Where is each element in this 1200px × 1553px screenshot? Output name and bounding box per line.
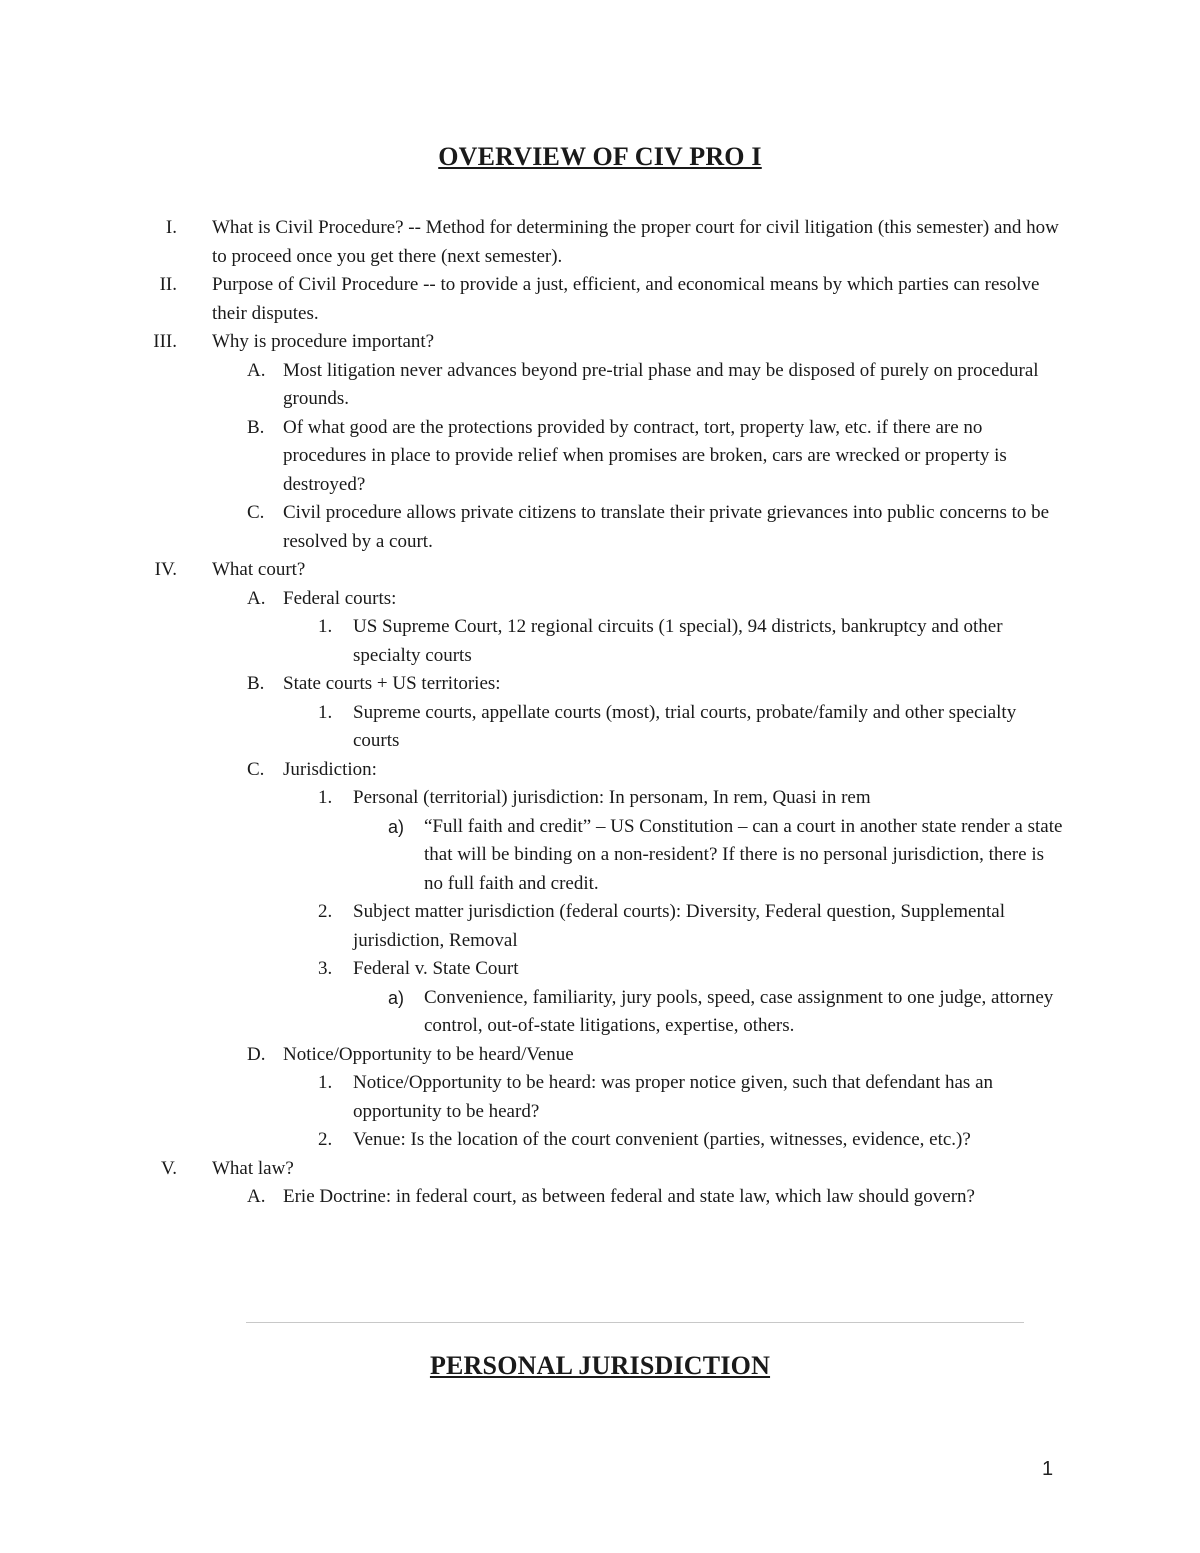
outline-text: What court? xyxy=(212,559,306,580)
outline-text: What is Civil Procedure? -- Method for determining the proper court for civil litigation (this semester) and how to proceed once you get there (next semester). xyxy=(212,217,1059,267)
outline-text: State courts + US territories: xyxy=(283,673,501,694)
outline-text: Notice/Opportunity to be heard: was proper notice given, such that defendant has an opportunity to be heard? xyxy=(353,1072,993,1122)
outline-item-level-3 xyxy=(0,784,1200,813)
outline-marker: D. xyxy=(247,1043,266,1065)
section-divider xyxy=(246,1322,1024,1323)
outline-marker: I. xyxy=(165,217,177,238)
outline-marker: 3. xyxy=(318,958,333,979)
outline-text: Supreme courts, appellate courts (most), trial courts, probate/family and other specialty courts xyxy=(353,701,1017,751)
outline-item-level-1 xyxy=(0,271,1200,328)
outline-marker: B. xyxy=(247,673,265,694)
outline-item-level-4 xyxy=(0,984,1200,1041)
outline-item-level-2 xyxy=(0,414,1200,500)
outline-item-level-2 xyxy=(0,670,1200,699)
outline-text: Subject matter jurisdiction (federal courts): Diversity, Federal question, Supplemental jurisdiction, Removal xyxy=(353,901,1005,951)
outline-text: “Full faith and credit” – US Constitution – can a court in another state render a state that will be binding on a non-resident? If there is no personal jurisdiction, there is no full faith and credit. xyxy=(424,815,1063,894)
outline-marker: A. xyxy=(247,587,266,609)
outline-text: What law? xyxy=(212,1157,294,1179)
outline-marker: V. xyxy=(160,1157,177,1179)
outline-text: US Supreme Court, 12 regional circuits (1 special), 94 districts, bankruptcy and other specialty courts xyxy=(353,616,1003,666)
outline-text: Federal v. State Court xyxy=(353,958,519,979)
outline-item-level-1 xyxy=(0,1155,1200,1184)
outline-text: Convenience, familiarity, jury pools, speed, case assignment to one judge, attorney control, out-of-state litigations, expertise, others. xyxy=(424,986,1054,1036)
outline-text: Notice/Opportunity to be heard/Venue xyxy=(283,1043,574,1065)
outline-marker: 2. xyxy=(318,901,333,922)
outline-marker: III. xyxy=(153,331,177,352)
outline-marker: IV. xyxy=(154,559,177,580)
outline-marker: C. xyxy=(247,502,265,523)
outline-text: Most litigation never advances beyond pre-trial phase and may be disposed of purely on procedural grounds. xyxy=(283,359,1039,409)
outline-marker: C. xyxy=(247,758,265,780)
outline-item-level-2 xyxy=(0,1183,1200,1212)
outline-text: Federal courts: xyxy=(283,587,397,609)
outline-text: Erie Doctrine: in federal court, as between federal and state law, which law should govern? xyxy=(283,1186,975,1207)
outline-item-level-2 xyxy=(0,499,1200,556)
outline-text: Purpose of Civil Procedure -- to provide a just, efficient, and economical means by which parties can resolve their disputes. xyxy=(212,274,1040,324)
outline-item-level-1 xyxy=(0,556,1200,585)
outline-marker: II. xyxy=(159,274,177,295)
outline-item-level-2 xyxy=(0,357,1200,414)
outline-text: Venue: Is the location of the court convenient (parties, witnesses, evidence, etc.)? xyxy=(353,1129,971,1150)
outline-marker: a) xyxy=(388,816,405,837)
outline-item-level-3 xyxy=(0,613,1200,670)
outline-item-level-3 xyxy=(0,898,1200,955)
outline-marker: A. xyxy=(247,359,266,381)
outline-text: Why is procedure important? xyxy=(212,331,435,352)
outline-item-level-3 xyxy=(0,955,1200,984)
page-number: 1 xyxy=(1042,1458,1054,1480)
outline-marker: A. xyxy=(247,1186,266,1207)
personal-jurisdiction-title: PERSONAL JURISDICTION xyxy=(429,1351,771,1380)
outline-item-level-3 xyxy=(0,1069,1200,1126)
outline-item-level-1 xyxy=(0,214,1200,271)
outline-marker: 2. xyxy=(318,1129,333,1150)
outline-item-level-2 xyxy=(0,756,1200,785)
overview-title: OVERVIEW OF CIV PRO I xyxy=(438,142,762,171)
outline-marker: B. xyxy=(247,416,265,438)
outline-item-level-2 xyxy=(0,1041,1200,1070)
outline-marker: 1. xyxy=(318,1072,333,1093)
outline-text: Jurisdiction: xyxy=(283,758,377,780)
outline-marker: 1. xyxy=(318,616,333,637)
outline-list xyxy=(0,214,1200,1212)
outline-text: Personal (territorial) jurisdiction: In personam, In rem, Quasi in rem xyxy=(353,787,871,808)
outline-marker: 1. xyxy=(318,701,333,723)
outline-item-level-1 xyxy=(0,328,1200,357)
outline-item-level-2 xyxy=(0,585,1200,614)
outline-marker: a) xyxy=(388,987,405,1008)
outline-text: Civil procedure allows private citizens to translate their private grievances into public concerns to be resolved by a court. xyxy=(283,502,1050,552)
outline-item-level-3 xyxy=(0,1126,1200,1155)
outline-item-level-3 xyxy=(0,699,1200,756)
outline-marker: 1. xyxy=(318,787,333,808)
outline-text: Of what good are the protections provided by contract, tort, property law, etc. if there are no procedures in place to provide relief when promises are broken, cars are wrecked or property is destroyed? xyxy=(283,416,1007,495)
outline-item-level-4 xyxy=(0,813,1200,899)
